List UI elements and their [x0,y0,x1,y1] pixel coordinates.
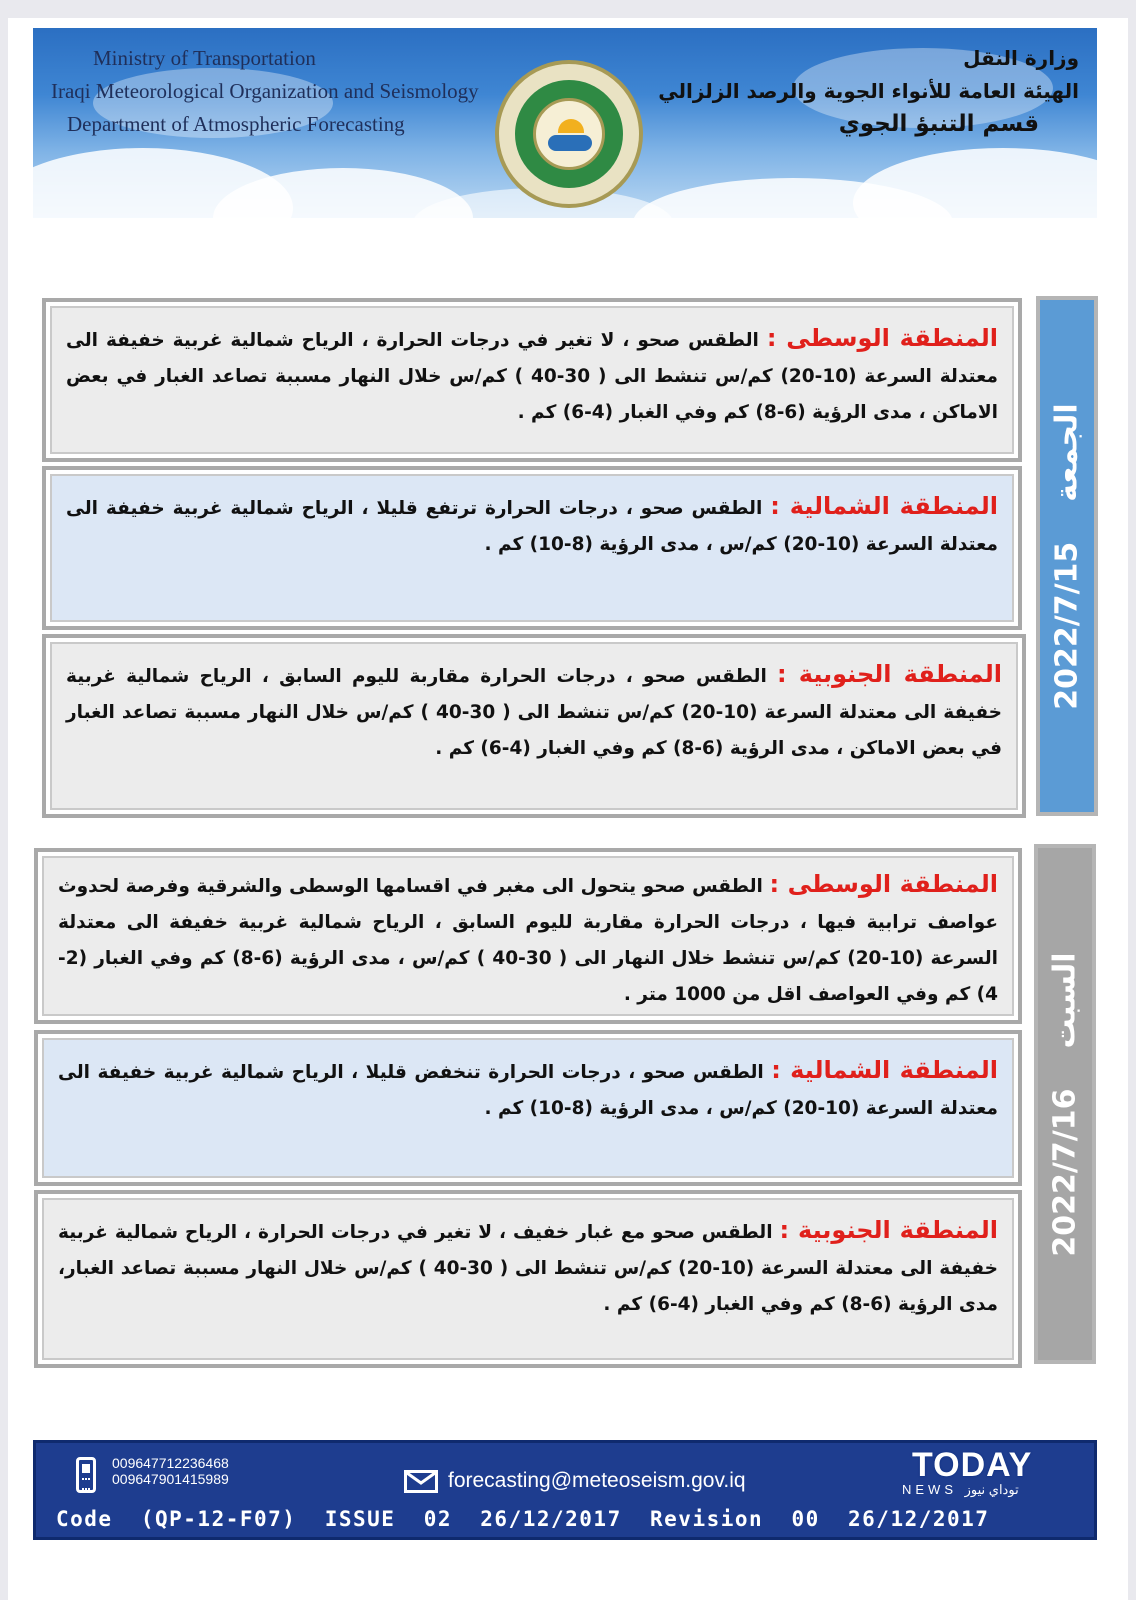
email-link[interactable]: forecasting@meteoseism.gov.iq [448,1469,746,1492]
day-name: الجمعة [1049,402,1085,502]
header-arabic [658,42,1079,141]
forecast-box-north-day2 [34,1030,1022,1186]
day-column-saturday [1034,844,1096,1364]
ministry-name-en: Ministry of Transportation [93,46,316,70]
phone-icon [76,1457,96,1493]
region-forecast-text: الطقس صحو يتحول الى مغبر في اقسامها الوسطى والشرقية وفرصة لحدوث عواصف ترابية فيها ، درجات الحرارة مقاربة لليوم السابق ، الرياح شمالية غربية خفيفة الى معتدلة السرعة (10-20) كم/س تنشط خلال النهار الى ( 30-40 ) كم/س ، مدى الرؤية (6-8) كم وفي الغبار (2-4) كم وفي العواصف اقل من 1000 متر . [58,876,999,1005]
region-title: المنطقة الجنوبية : [779,1216,998,1244]
region-title: المنطقة الوسطى : [766,324,998,352]
logo-brand: TODAY [912,1446,1033,1484]
ministry-name-ar: وزارة النقل [963,46,1079,70]
forecast-box-north-day1 [42,466,1022,630]
forecast-box-south-day1 [42,634,1026,818]
header-banner [33,28,1097,218]
region-title: المنطقة الجنوبية : [777,660,1002,688]
header-english [51,42,479,141]
document-code: Code (QP-12-F07) ISSUE 02 26/12/2017 Revision 00 26/12/2017 [56,1507,990,1531]
day-date: 2022/7/16 [1047,1088,1083,1257]
phone-number-1: 009647712236468 [112,1455,229,1471]
organization-name-en: Iraqi Meteorological Organization and Seismology [51,79,479,103]
region-forecast-text: الطقس صحو ، درجات الحرارة تنخفض قليلا ، الرياح شمالية غربية خفيفة الى معتدلة السرعة (10-20) كم/س ، مدى الرؤية (8-10) كم . [58,1062,998,1119]
region-forecast-text: الطقس صحو ، درجات الحرارة ترتفع قليلا ، الرياح شمالية غربية خفيفة الى معتدلة السرعة (10-20) كم/س ، مدى الرؤية (8-10) كم . [66,498,998,555]
region-forecast-text: الطقس صحو مع غبار خفيف ، لا تغير في درجات الحرارة ، الرياح شمالية غربية خفيفة الى معتدلة السرعة (10-20) كم/س تنشط الى ( 30-40 ) كم/س خلال النهار مسببة تصاعد الغبار، مدى الرؤية (6-8) كم وفي الغبار (4-6) كم . [58,1222,998,1315]
region-forecast-text: الطقس صحو ، درجات الحرارة مقاربة لليوم السابق ، الرياح شمالية غربية خفيفة الى معتدلة السرعة (10-20) كم/س تنشط الى ( 30-40 ) كم/س خلال النهار مسببة تصاعد الغبار في بعض الاماكن ، مدى الرؤية (6-8) كم وفي الغبار (4-6) كم . [66,666,1002,759]
organization-seal-icon [495,60,643,208]
logo-subtitle: NEWS توداي نيوز [902,1482,1019,1497]
region-forecast-text: الطقس صحو ، لا تغير في درجات الحرارة ، الرياح شمالية غربية خفيفة الى معتدلة السرعة (10-20) كم/س تنشط الى ( 30-40 ) كم/س خلال النهار مسببة تصاعد الغبار في بعض الاماكن ، مدى الرؤية (6-8) كم وفي الغبار (4-6) كم . [66,330,998,423]
phone-number-2: 009647901415989 [112,1471,229,1487]
today-news-logo [902,1446,1088,1508]
organization-name-ar: الهيئة العامة للأنواء الجوية والرصد الزلزالي [658,79,1079,103]
day-name: السبت [1047,951,1083,1049]
region-title: المنطقة الشمالية : [771,1056,998,1084]
department-name-ar: قسم التنبؤ الجوي [838,111,1039,137]
mail-icon [404,1470,438,1493]
forecast-box-central-day1 [42,298,1022,462]
day-date: 2022/7/15 [1049,541,1085,710]
phone-numbers [112,1455,229,1487]
region-title: المنطقة الوسطى : [769,870,999,898]
forecast-box-south-day2 [34,1190,1022,1368]
department-name-en: Department of Atmospheric Forecasting [67,112,405,136]
region-title: المنطقة الشمالية : [770,492,998,520]
day-column-friday [1036,296,1098,816]
forecast-box-central-day2 [34,848,1022,1024]
